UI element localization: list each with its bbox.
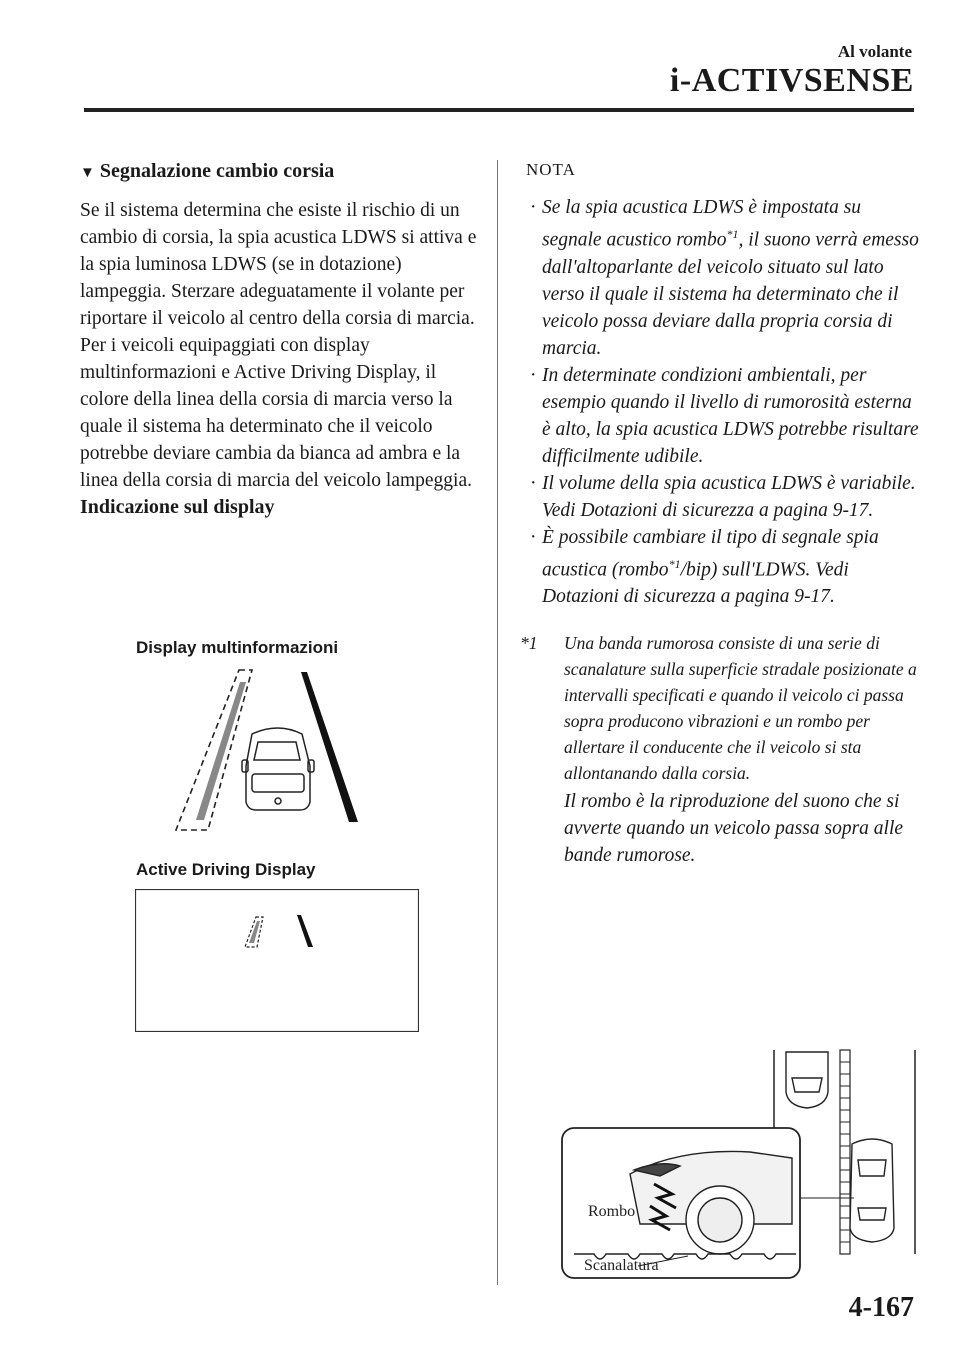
upper-car-icon [786, 1052, 828, 1108]
lower-car-icon [850, 1139, 894, 1242]
nota-bullet [520, 470, 920, 524]
nota-bullet [520, 362, 920, 470]
bullet-dot: · [530, 364, 537, 386]
multi-info-display-figure [160, 662, 390, 834]
bullet-text: È possibile cambiare il tipo di segnale spia acustica (rombo [542, 526, 879, 580]
triangle-down-icon: ▼ [80, 165, 95, 181]
display-frame [136, 890, 419, 1032]
bullet-text-cont: , il suono verrà emesso dall'altoparlante del veicolo situato sul lato verso il quale il sistema ha determinato che il veicolo possa deviare dalla propria corsia di marcia. [542, 229, 919, 359]
bullet-text: Il volume della spia acustica LDWS è variabile. Vedi Dotazioni di sicurezza a pagina 9-17. [542, 472, 916, 521]
footnote-ref: *1 [726, 227, 739, 241]
car-icon [242, 728, 314, 810]
right-column [520, 160, 920, 869]
section-paragraph: Se il sistema determina che esiste il rischio di un cambio di corsia, la spia acustica LDWS si attiva e la spia luminosa LDWS (se in dotazione) lampeggia. Sterzare adeguatamente il volante per riportare il veicolo al centro della corsia di marcia. Per i veicoli equipaggiati con display multinformazioni e Active Driving Display, il colore della linea della corsia di marcia verso la quale il sistema ha determinato che il veicolo potrebbe deviare cambia da bianca ad ambra e la linea della corsia di marcia del veicolo lampeggia. [80, 200, 477, 491]
rumble-strip-band [840, 1050, 850, 1254]
section-heading-text: Segnalazione cambio corsia [99, 160, 335, 182]
header-section: Al volante [837, 42, 912, 61]
footnote-text: Una banda rumorosa consiste di una serie di scanalature sulla superficie stradale posizionate a intervalli specificati e quando il veicolo ci passa sopra producono vibrazioni e un rombo per allertare il conducente che il veicolo si sta allontanando dalla corsia. [564, 633, 917, 783]
nota-bullet [520, 194, 920, 362]
header-title: i-ACTIVSENSE [669, 62, 914, 99]
active-driving-display-figure [135, 889, 419, 1032]
rumble-strip-grooves [840, 1062, 850, 1242]
footnote-ref: *1 [668, 556, 681, 571]
nota-label: NOTA [526, 160, 576, 179]
header-rule [84, 108, 914, 112]
rombo-label: Rombo [588, 1203, 636, 1220]
figure2-caption: Active Driving Display [136, 860, 316, 879]
footnote [520, 630, 920, 869]
rumble-strip-figure [560, 1048, 920, 1280]
footnote-extra: Il rombo è la riproduzione del suono che si avverte quando un veicolo passa sopra alle bande rumorose. [564, 791, 904, 866]
left-column [80, 160, 480, 521]
nota-bullet [520, 524, 920, 611]
left-lane-highlight [196, 682, 246, 820]
bullet-text: In determinate condizioni ambientali, per esempio quando il livello di rumorosità esterna è alto, la spia acustica LDWS potrebbe risultare difficilmente udibile. [542, 364, 919, 467]
footnote-mark: *1 [520, 633, 538, 653]
figure1-caption: Display multinformazioni [136, 638, 339, 657]
column-divider [497, 160, 498, 1285]
section-heading [80, 160, 480, 183]
scanalatura-label: Scanalatura [584, 1257, 659, 1274]
bullet-dot: · [530, 197, 537, 218]
bullet-text: Se la spia acustica LDWS è impostata su segnale acustico rombo [542, 197, 862, 251]
bullet-text-cont: /bip) sull'LDWS. Vedi Dotazioni di sicurezza a pagina 9-17. [542, 559, 849, 607]
display-subheading: Indicazione sul display [80, 496, 275, 518]
nota-bullets [520, 194, 920, 610]
page-number: 4-167 [848, 1292, 914, 1323]
bullet-dot: · [530, 472, 537, 494]
bullet-dot: · [530, 526, 537, 548]
